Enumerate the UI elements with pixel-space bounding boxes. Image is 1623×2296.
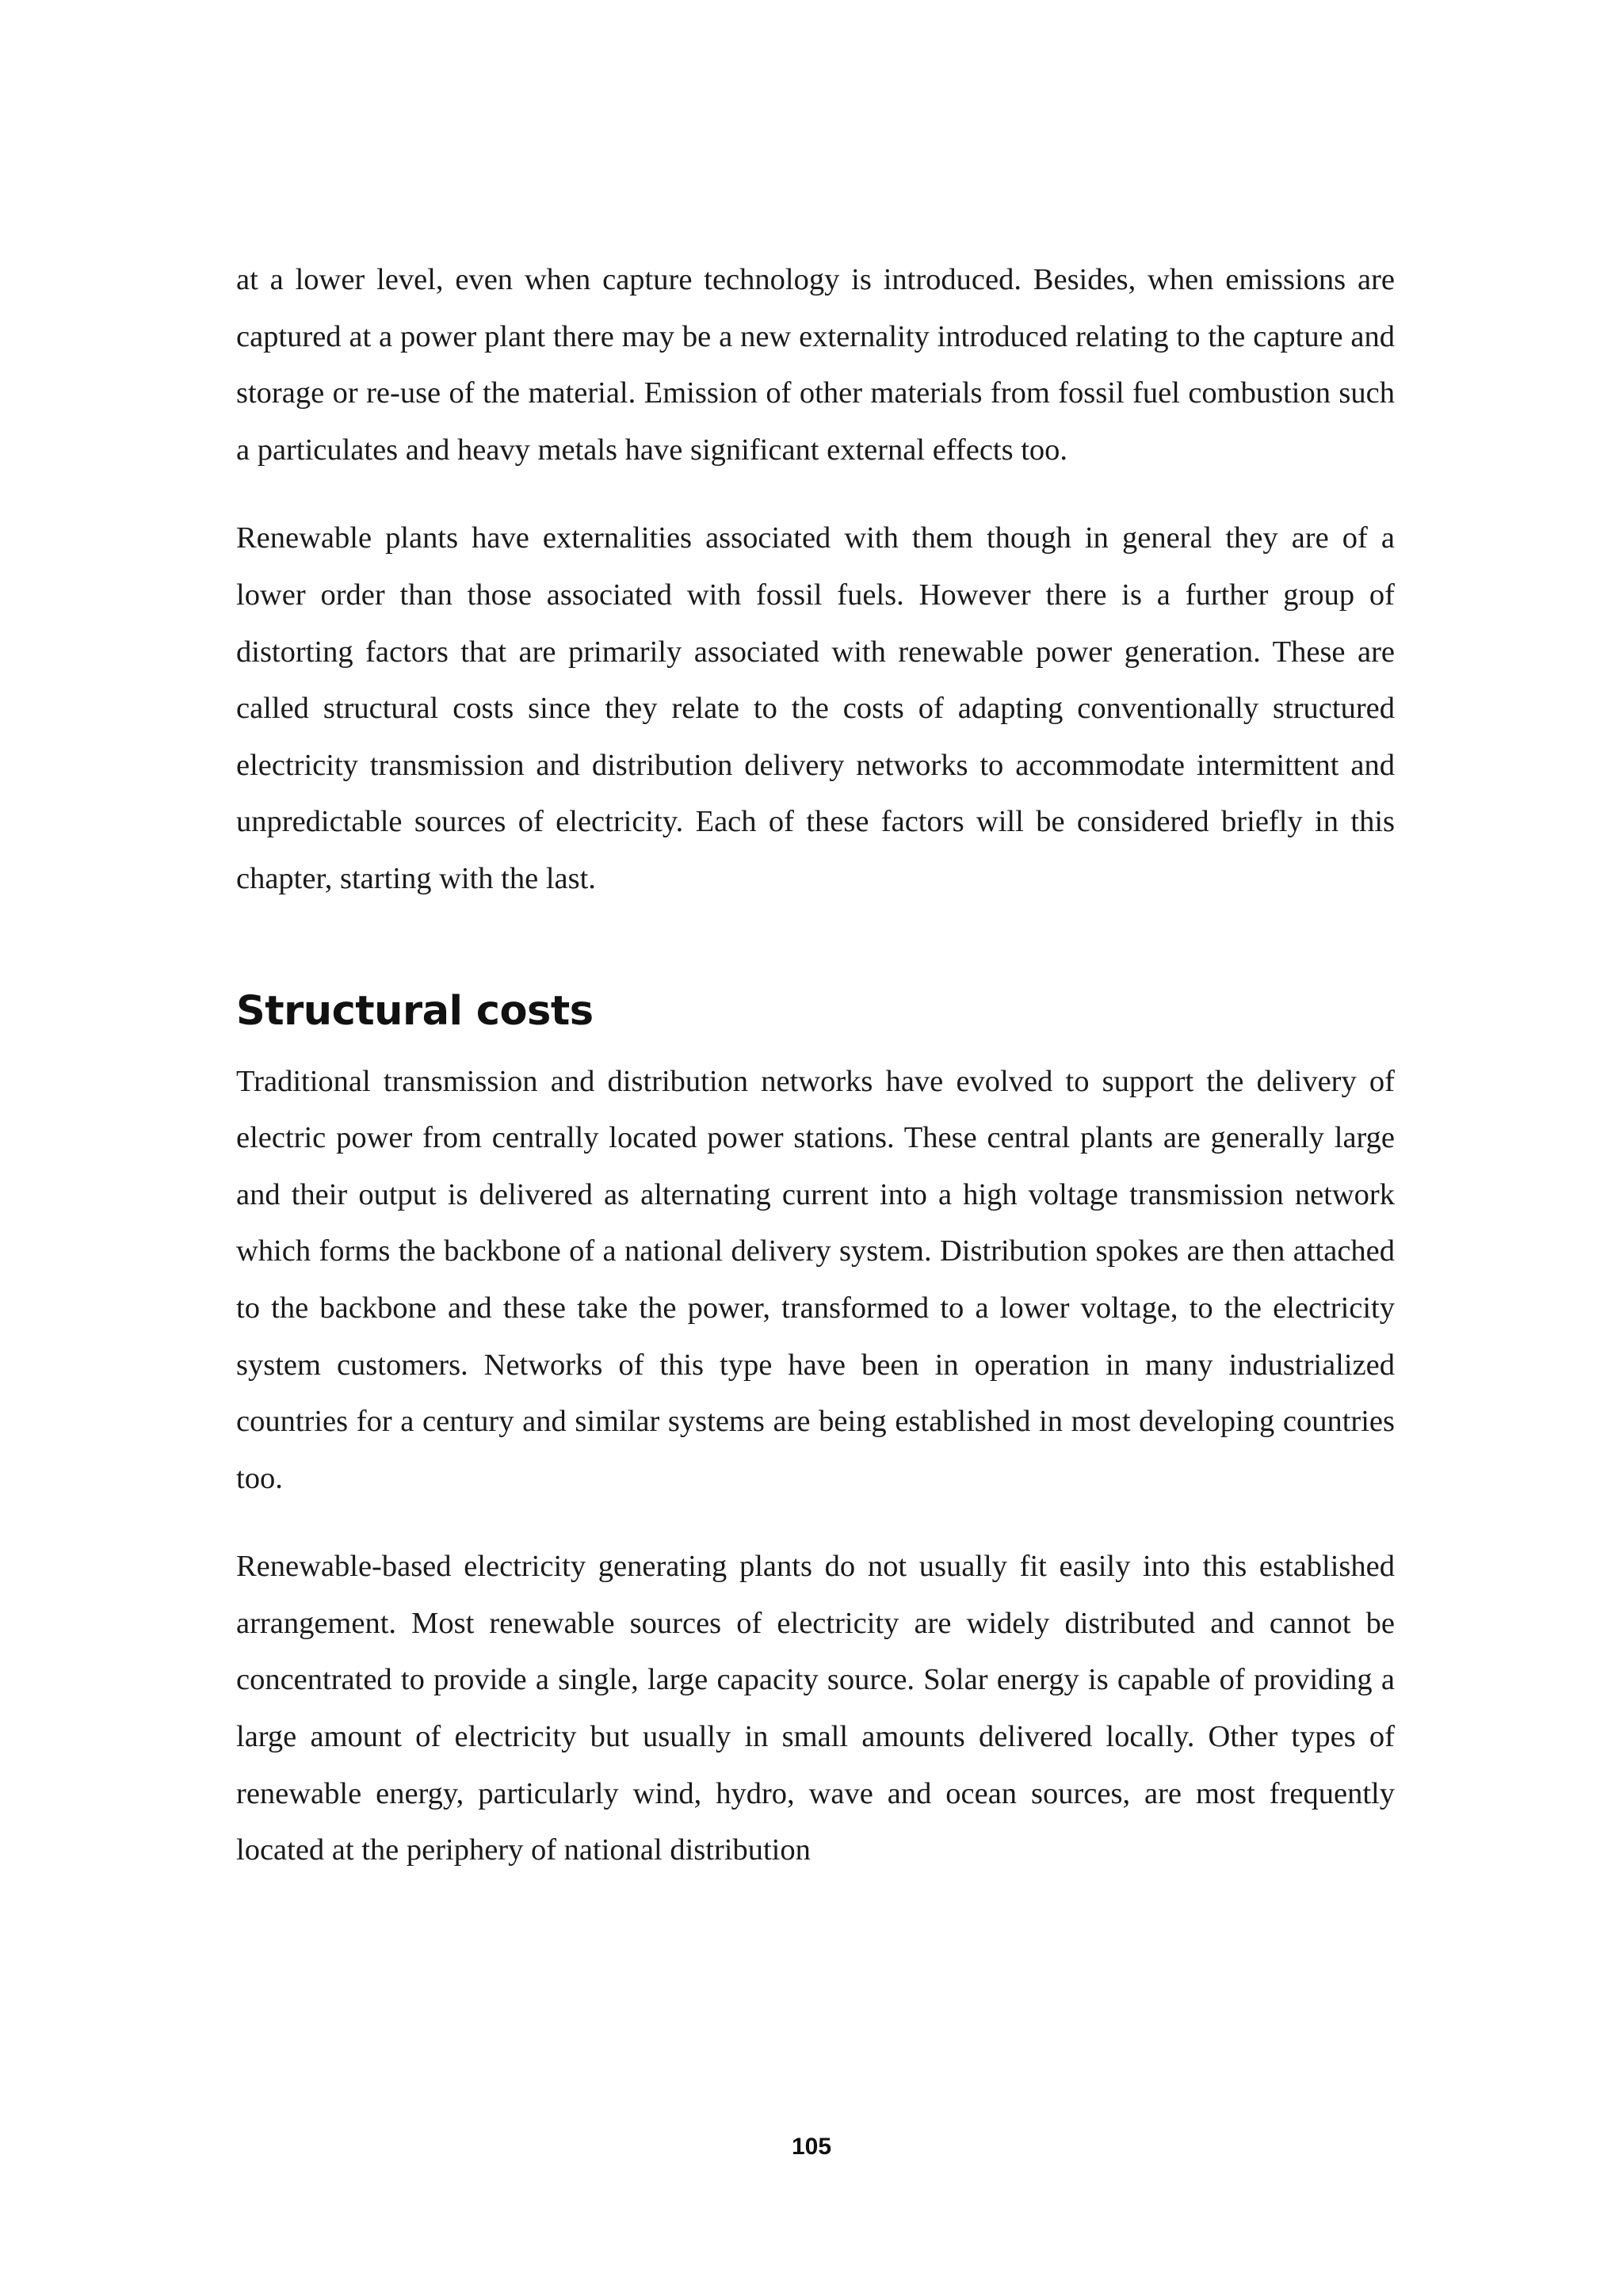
section-heading-structural-costs: Structural costs	[236, 987, 594, 1035]
paragraph-emissions-capture: at a lower level, even when capture technology is introduced. Besides, when emissions are captured at a power plant there may be a new externality introduced relating to the capture and storage or re-use of the material. Emission of other materials from fossil fuel combustion such a particulates and heavy metals have significant external effects too.	[236, 263, 1395, 467]
page-body	[236, 252, 1395, 1879]
paragraph-renewable-generating-plants: Renewable-based electricity generating plants do not usually fit easily into this established arrangement. Most renewable sources of electricity are widely distributed and cannot be concentrated to provide a single, large capacity source. Solar energy is capable of providing a large amount of electricity but usually in small amounts delivered locally. Other types of renewable energy, particularly wind, hydro, wave and ocean sources, are most frequently located at the periphery of national distribution	[236, 1550, 1395, 1867]
page-number: 105	[791, 2134, 832, 2160]
paragraph-renewable-externalities: Renewable plants have externalities associated with them though in general they are of a lower order than those associated with fossil fuels. However there is a further group of distorting factors that are primarily associated with renewable power generation. These are called structural costs since they relate to the costs of adapting conventionally structured electricity transmission and distribution delivery networks to accommodate intermittent and unpredictable sources of electricity. Each of these factors will be considered briefly in this chapter, starting with the last.	[236, 521, 1395, 895]
paragraph-traditional-networks: Traditional transmission and distribution networks have evolved to support the delivery of electric power from centrally located power stations. These central plants are generally large and their output is delivered as alternating current into a high voltage transmission network which forms the backbone of a national delivery system. Distribution spokes are then attached to the backbone and these take the power, transformed to a lower voltage, to the electricity system customers. Networks of this type have been in operation in many industrialized countries for a century and similar systems are being established in most developing countries too.	[236, 1064, 1395, 1495]
